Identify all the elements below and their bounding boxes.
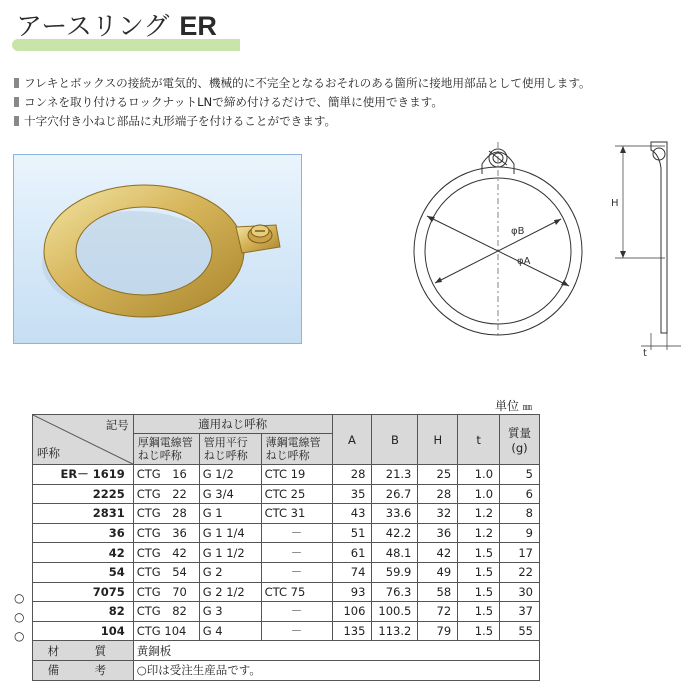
cell-b: 48.1 (372, 543, 418, 563)
cell-t: 1.0 (458, 465, 500, 485)
cell-thin: － (261, 621, 332, 641)
col-thin-header: 薄鋼電線管 ねじ呼称 (261, 434, 332, 465)
cell-thick: CTG 70 (133, 582, 199, 602)
cell-h: 79 (418, 621, 458, 641)
dim-h-label: H (611, 198, 619, 209)
cell-t: 1.5 (458, 562, 500, 582)
col-thick-header: 厚鋼電線管 ねじ呼称 (133, 434, 199, 465)
cell-b: 21.3 (372, 465, 418, 485)
cell-t: 1.5 (458, 621, 500, 641)
cell-model: 7075 (33, 582, 134, 602)
cell-thin: － (261, 523, 332, 543)
cell-t: 1.5 (458, 582, 500, 602)
cell-thin: CTC 75 (261, 582, 332, 602)
cell-mass: 5 (500, 465, 540, 485)
cell-h: 36 (418, 523, 458, 543)
cell-t: 1.5 (458, 602, 500, 622)
cell-t: 1.2 (458, 523, 500, 543)
cell-a: 93 (332, 582, 372, 602)
table-body (33, 465, 540, 641)
spec-table (32, 414, 540, 681)
bullet-icon (14, 78, 19, 88)
cell-mass: 55 (500, 621, 540, 641)
cell-mass: 8 (500, 504, 540, 524)
cell-b: 113.2 (372, 621, 418, 641)
cell-thin: － (261, 543, 332, 563)
cell-t: 1.2 (458, 504, 500, 524)
cell-mass: 17 (500, 543, 540, 563)
table-header-row (33, 415, 540, 434)
cell-h: 28 (418, 484, 458, 504)
dim-t-label: t (643, 348, 647, 359)
cell-mass: 9 (500, 523, 540, 543)
cell-b: 33.6 (372, 504, 418, 524)
cell-pipe: G 1 1/4 (199, 523, 261, 543)
product-photo (13, 154, 302, 344)
cell-b: 59.9 (372, 562, 418, 582)
thread-group-header: 適用ねじ呼称 (133, 415, 332, 434)
note-item: フレキとボックスの接続が電気的、機械的に不完全となるおそれのある箇所に接地用部品として使用します。 (14, 74, 689, 93)
cell-pipe: G 4 (199, 621, 261, 641)
cell-thick: CTG 42 (133, 543, 199, 563)
table-row (33, 543, 540, 563)
cell-model: 2831 (33, 504, 134, 524)
cell-pipe: G 1/2 (199, 465, 261, 485)
cell-a: 106 (332, 602, 372, 622)
cell-thin: CTC 31 (261, 504, 332, 524)
cell-b: 76.3 (372, 582, 418, 602)
feature-notes (14, 74, 689, 131)
cell-a: 35 (332, 484, 372, 504)
bullet-icon (14, 97, 19, 107)
cell-a: 43 (332, 504, 372, 524)
material-value: 黄銅板 (133, 641, 539, 661)
cell-model: 42 (33, 543, 134, 563)
dimension-drawing (405, 128, 695, 360)
cell-thin: CTC 19 (261, 465, 332, 485)
cell-mass: 22 (500, 562, 540, 582)
cell-h: 32 (418, 504, 458, 524)
page-title (16, 8, 217, 45)
remarks-label: 備 考 (33, 660, 134, 680)
cell-thin: － (261, 562, 332, 582)
made-to-order-mark: ○ (14, 629, 25, 643)
corner-header: 記号 呼称 (33, 415, 134, 465)
cell-t: 1.5 (458, 543, 500, 563)
cell-pipe: G 2 (199, 562, 261, 582)
dim-a-label: φA (517, 256, 531, 267)
table-row (33, 621, 540, 641)
ring-drawing (405, 128, 695, 360)
cell-a: 51 (332, 523, 372, 543)
cell-pipe: G 1 1/2 (199, 543, 261, 563)
cell-model: 54 (33, 562, 134, 582)
table-row (33, 523, 540, 543)
cell-pipe: G 1 (199, 504, 261, 524)
table-row (33, 602, 540, 622)
cell-mass: 37 (500, 602, 540, 622)
cell-b: 26.7 (372, 484, 418, 504)
col-a-header: A (332, 415, 372, 465)
product-code: ER (179, 11, 217, 41)
cell-h: 42 (418, 543, 458, 563)
remarks-row (33, 660, 540, 680)
cell-h: 72 (418, 602, 458, 622)
table-row (33, 504, 540, 524)
note-item: コンネを取り付けるロックナットLNで締め付けるだけで、簡単に使用できます。 (14, 93, 689, 112)
cell-a: 135 (332, 621, 372, 641)
remarks-value: ○印は受注生産品です。 (133, 660, 539, 680)
material-label: 材 質 (33, 641, 134, 661)
dim-b-label: φB (511, 226, 525, 237)
cell-a: 61 (332, 543, 372, 563)
cell-model: ER－ 1619 (33, 465, 134, 485)
made-to-order-mark: ○ (14, 591, 25, 605)
cell-thin: CTC 25 (261, 484, 332, 504)
col-pipe-header: 管用平行 ねじ呼称 (199, 434, 261, 465)
material-row (33, 641, 540, 661)
cell-thick: CTG 16 (133, 465, 199, 485)
bullet-icon (14, 116, 19, 126)
cell-b: 42.2 (372, 523, 418, 543)
cell-thick: CTG 104 (133, 621, 199, 641)
col-h-header: H (418, 415, 458, 465)
cell-t: 1.0 (458, 484, 500, 504)
cell-h: 25 (418, 465, 458, 485)
cell-model: 2225 (33, 484, 134, 504)
col-b-header: B (372, 415, 418, 465)
col-mass-header: 質量 (g) (500, 415, 540, 465)
cell-pipe: G 2 1/2 (199, 582, 261, 602)
cell-mass: 30 (500, 582, 540, 602)
cell-mass: 6 (500, 484, 540, 504)
unit-label: 単位 ㎜ (495, 399, 532, 413)
made-to-order-mark: ○ (14, 610, 25, 624)
note-item: 十字穴付き小ねじ部品に丸形端子を付けることができます。 (14, 112, 689, 131)
cell-thick: CTG 22 (133, 484, 199, 504)
brass-ring-image (14, 155, 301, 343)
title-text: アースリング (16, 12, 170, 42)
cell-thick: CTG 54 (133, 562, 199, 582)
cell-thick: CTG 36 (133, 523, 199, 543)
cell-a: 28 (332, 465, 372, 485)
cell-thick: CTG 28 (133, 504, 199, 524)
title-block (12, 6, 240, 52)
cell-pipe: G 3 (199, 602, 261, 622)
cell-pipe: G 3/4 (199, 484, 261, 504)
cell-model: 82 (33, 602, 134, 622)
cell-h: 49 (418, 562, 458, 582)
cell-thick: CTG 82 (133, 602, 199, 622)
table-row (33, 582, 540, 602)
cell-b: 100.5 (372, 602, 418, 622)
cell-a: 74 (332, 562, 372, 582)
cell-h: 58 (418, 582, 458, 602)
cell-thin: － (261, 602, 332, 622)
cell-model: 36 (33, 523, 134, 543)
col-t-header: t (458, 415, 500, 465)
table-row (33, 484, 540, 504)
table-row (33, 562, 540, 582)
table-row (33, 465, 540, 485)
cell-model: 104 (33, 621, 134, 641)
